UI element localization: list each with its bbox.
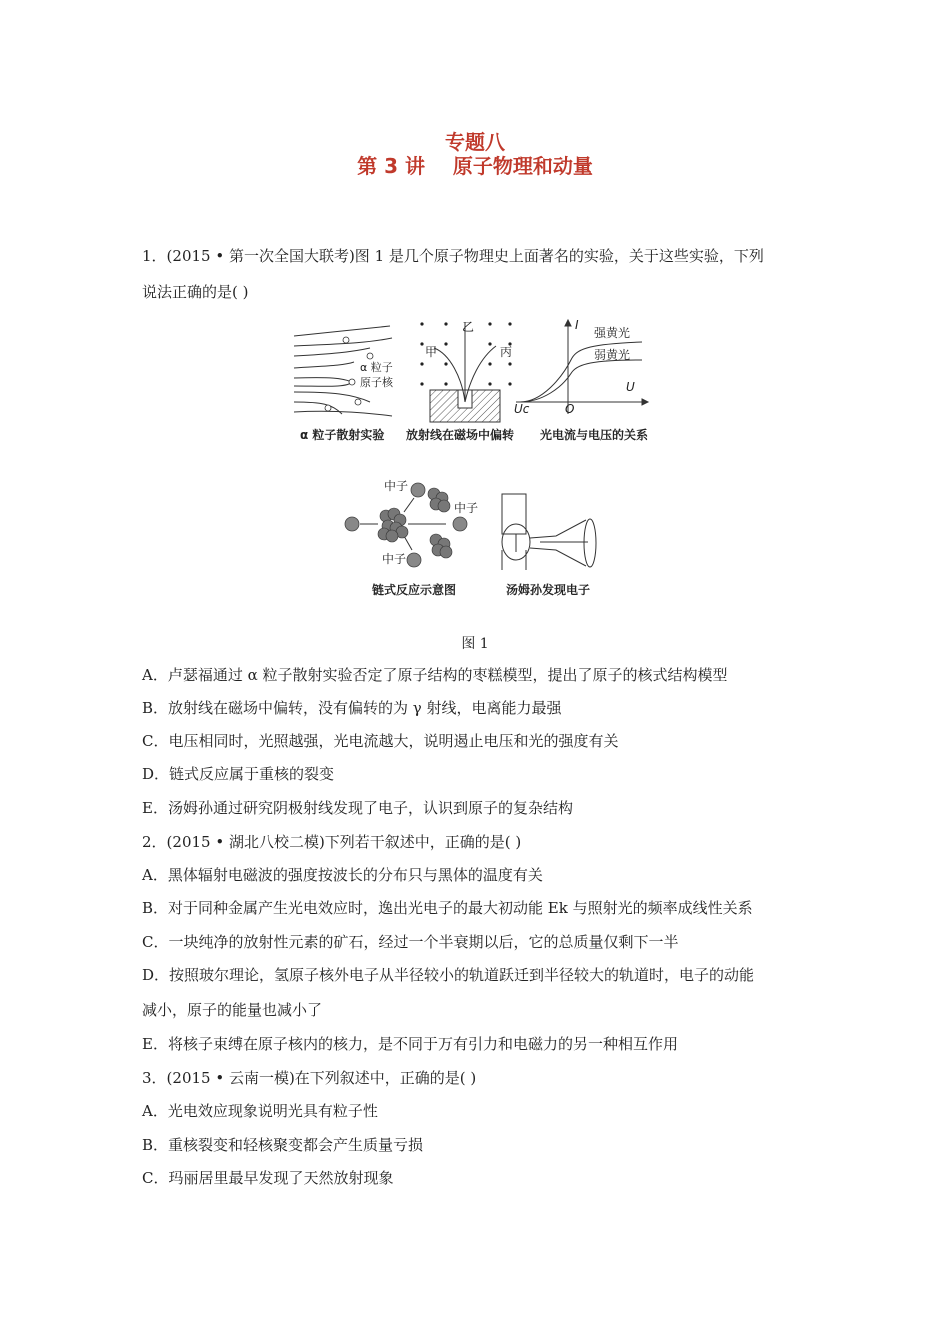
q3-stem: 3．(2015 • 云南一模)在下列叙述中，正确的是( ) — [142, 1069, 477, 1087]
label-strong-yellow: 强黄光 — [594, 326, 631, 340]
photocurrent-voltage-graph — [512, 318, 652, 418]
q2-option-b: B．对于同种金属产生光电效应时，逸出光电子的最大初动能 Ek 与照射光的频率成线性关系 — [142, 899, 753, 917]
q1-option-e: E．汤姆孙通过研究阴极射线发现了电子，认识到原子的复杂结构 — [142, 799, 573, 817]
axis-label-U: U — [626, 380, 635, 394]
q1-stem-line2: 说法正确的是( ) — [142, 283, 249, 301]
q2-option-c: C．一块纯净的放射性元素的矿石，经过一个半衰期以后，它的总质量仅剩下一半 — [142, 933, 679, 951]
label-bing: 丙 — [500, 345, 513, 359]
caption-thomson: 汤姆孙发现电子 — [506, 583, 591, 597]
q1-option-d: D．链式反应属于重核的裂变 — [142, 765, 335, 783]
label-yi: 乙 — [462, 320, 475, 334]
q1-option-c: C．电压相同时，光照越强，光电流越大，说明遏止电压和光的强度有关 — [142, 732, 619, 750]
neutron-label-right: 中子 — [454, 501, 479, 515]
alpha-scattering-diagram — [292, 322, 412, 422]
q2-stem: 2．(2015 • 湖北八校二模)下列若干叙述中，正确的是( ) — [142, 833, 522, 851]
axis-label-I: I — [575, 318, 579, 332]
chain-reaction-diagram — [342, 476, 490, 576]
q1-stem-line1: 1．(2015 • 第一次全国大联考)图 1 是几个原子物理史上面著名的实验，关于这些实验，下列 — [142, 247, 764, 265]
q2-option-d-cont: 减小，原子的能量也减小了 — [142, 1001, 323, 1019]
q3-option-a: A．光电效应现象说明光具有粒子性 — [142, 1102, 378, 1120]
thomson-tube-diagram — [496, 490, 608, 576]
alpha-particle-label: α 粒子 — [360, 361, 393, 374]
figure-title: 图 1 — [461, 636, 489, 652]
section-title: 专题八 — [445, 130, 505, 154]
caption-chain-reaction: 链式反应示意图 — [372, 583, 457, 597]
label-jia: 甲 — [425, 345, 438, 359]
label-weak-yellow: 弱黄光 — [594, 348, 631, 362]
q2-option-d: D．按照玻尔理论，氢原子核外电子从半径较小的轨道跃迁到半径较大的轨道时，电子的动能 — [142, 966, 755, 984]
neutron-label-bottom: 中子 — [382, 552, 407, 566]
q3-option-c: C．玛丽居里最早发现了天然放射现象 — [142, 1169, 394, 1187]
q1-option-a: A．卢瑟福通过 α 粒子散射实验否定了原子结构的枣糕模型，提出了原子的核式结构模型 — [142, 666, 728, 684]
nucleus-label: 原子核 — [360, 376, 393, 389]
lecture-title: 第 3 讲 原子物理和动量 — [357, 154, 593, 178]
neutron-label-top: 中子 — [384, 479, 409, 493]
caption-deflection: 放射线在磁场中偏转 — [406, 428, 515, 442]
origin-label: O — [565, 402, 575, 416]
caption-photoelectric: 光电流与电压的关系 — [540, 428, 649, 442]
q2-option-e: E．将核子束缚在原子核内的核力，是不同于万有引力和电磁力的另一种相互作用 — [142, 1035, 678, 1053]
axis-label-Uc: Uc — [514, 402, 530, 416]
q3-option-b: B．重核裂变和轻核聚变都会产生质量亏损 — [142, 1136, 424, 1154]
q2-option-a: A．黑体辐射电磁波的强度按波长的分布只与黑体的温度有关 — [142, 866, 543, 884]
q1-option-b: B．放射线在磁场中偏转，没有偏转的为 γ 射线，电离能力最强 — [142, 699, 562, 717]
caption-scattering: α 粒子散射实验 — [300, 428, 385, 442]
